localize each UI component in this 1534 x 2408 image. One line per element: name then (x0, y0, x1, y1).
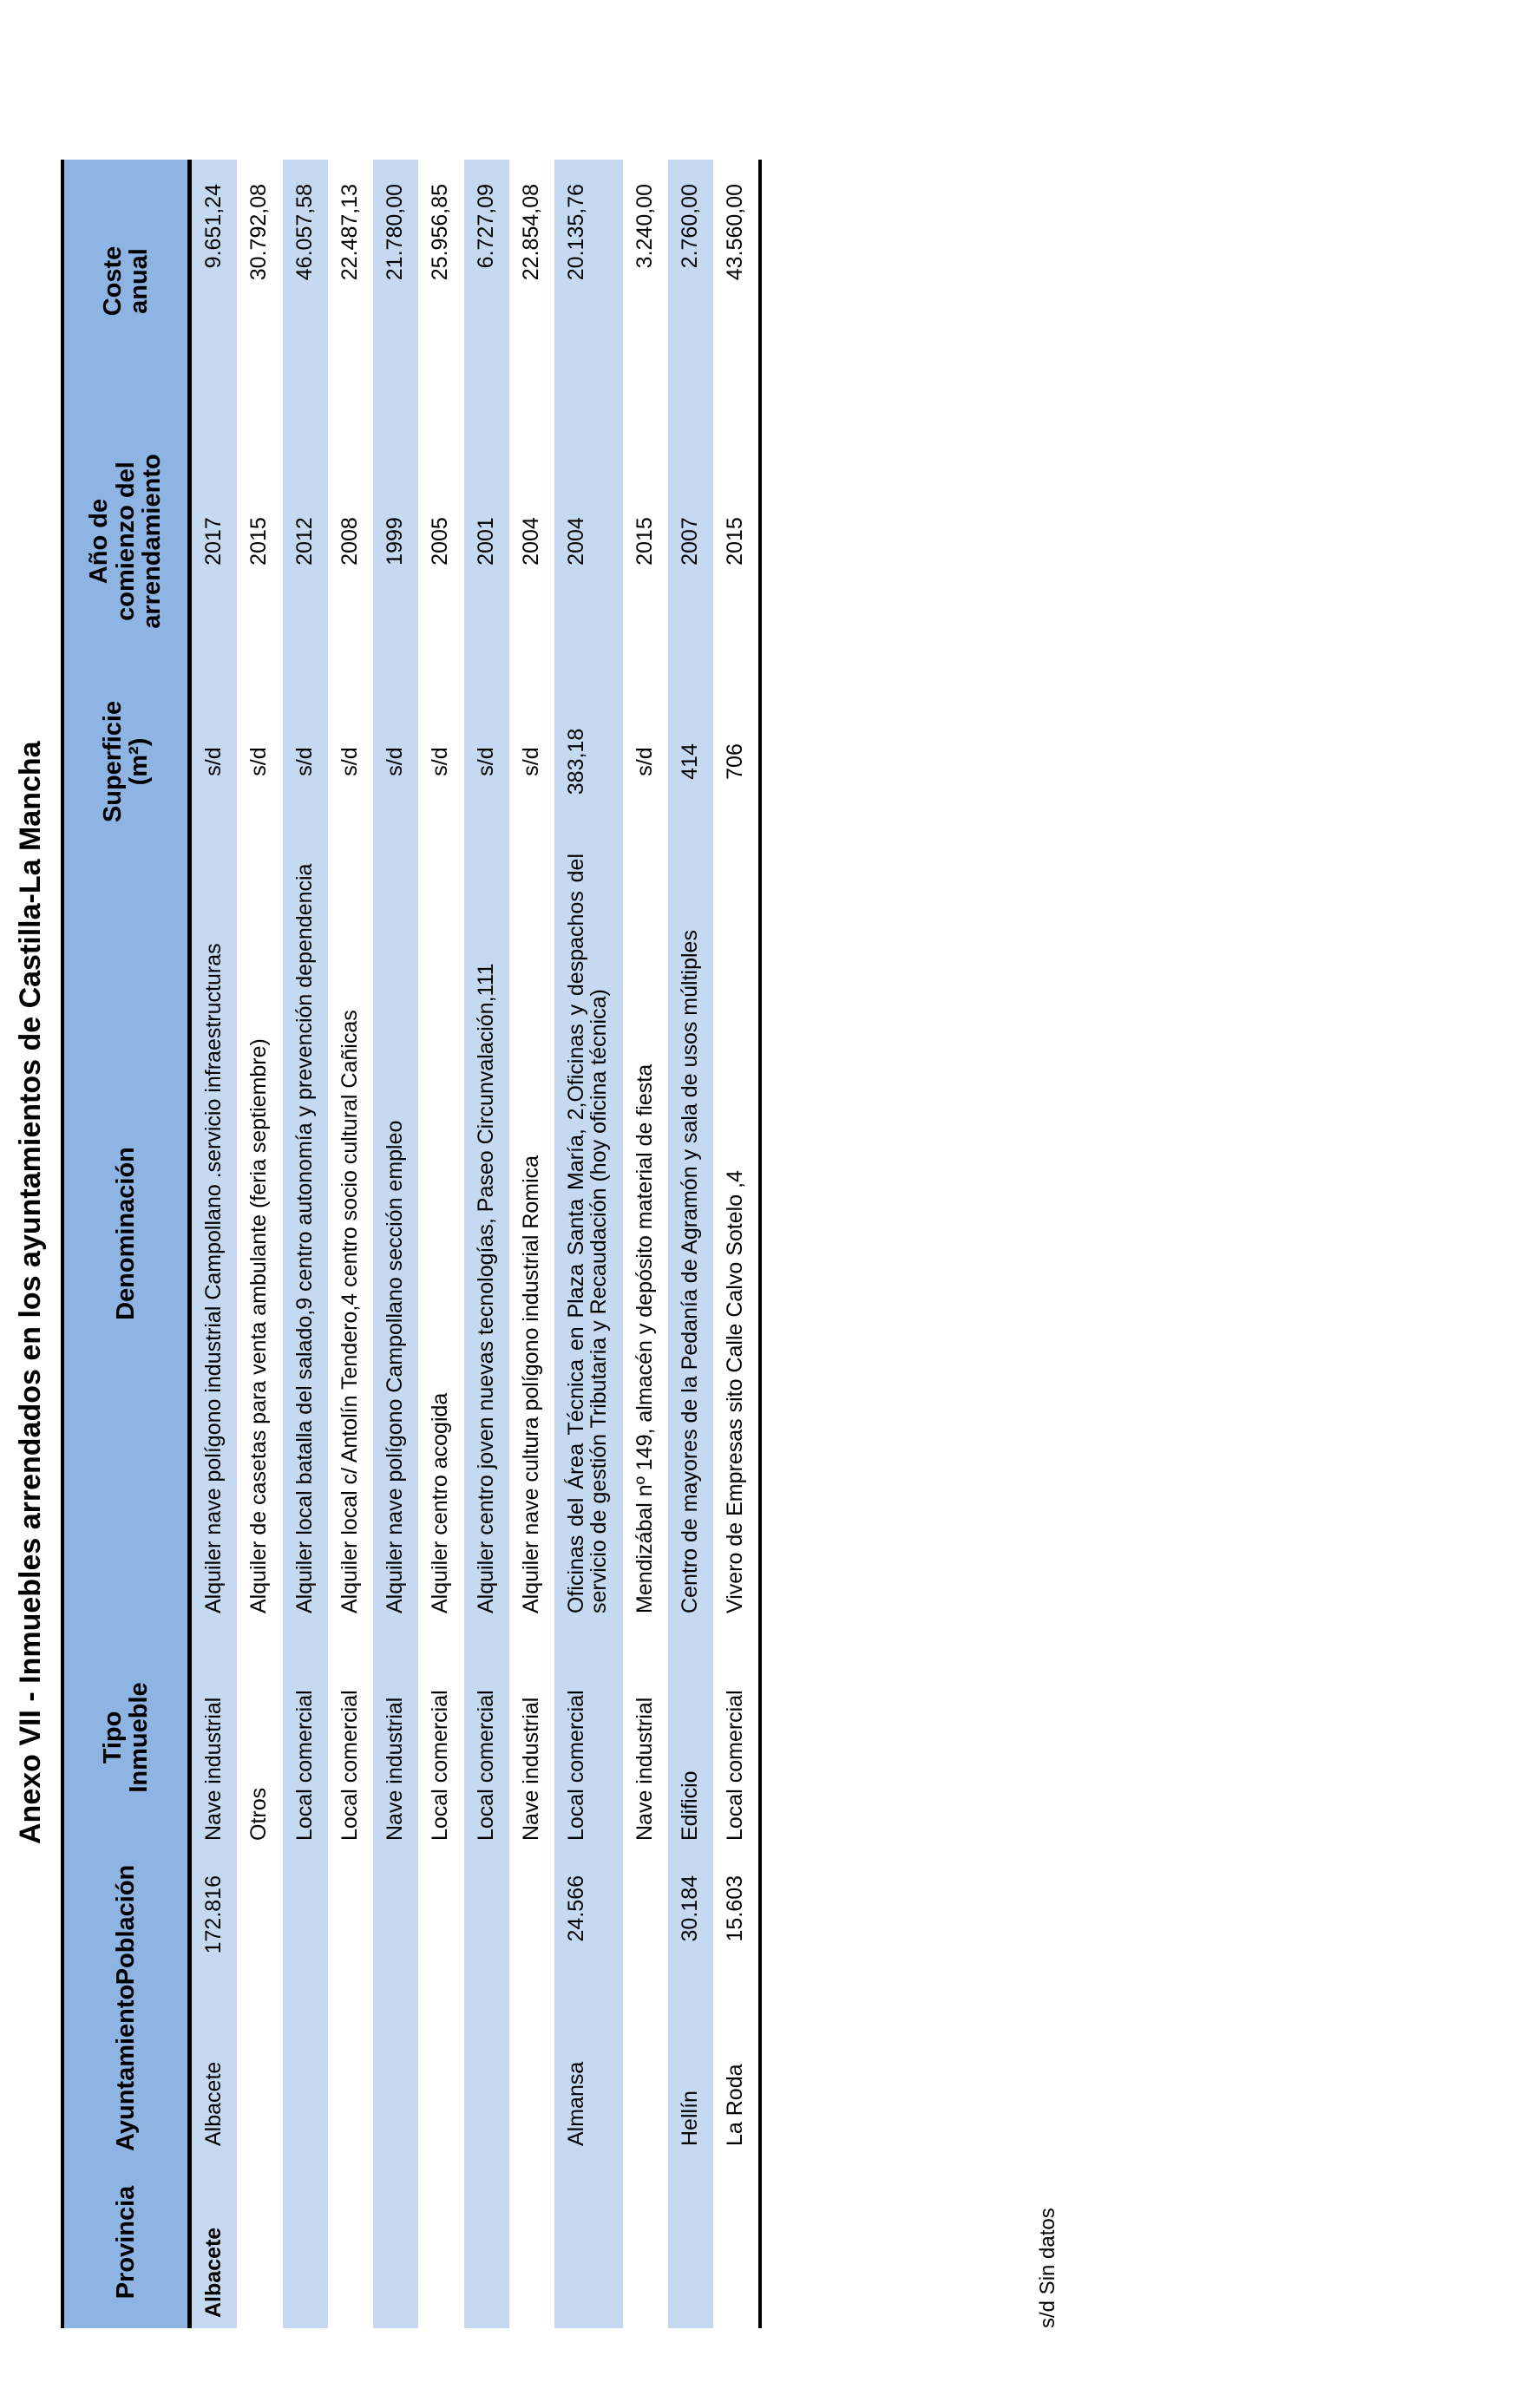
header-ayuntamiento: Ayuntamiento (62, 1999, 190, 2156)
cell-superficie: 383,18 (554, 680, 623, 843)
cell-provincia: Albacete (190, 2156, 238, 2328)
cell-poblacion (509, 1851, 554, 1999)
table-row (237, 160, 282, 2328)
cell-coste: 22.854,08 (518, 184, 543, 281)
cell-superficie: s/d (518, 747, 543, 776)
cell-ano: 2007 (668, 402, 713, 680)
header-superficie: Superficie (m²) (62, 680, 190, 843)
cell-tipo: Nave industrial (632, 1697, 657, 1841)
cell-tipo: Otros (246, 1787, 272, 1841)
cell-coste: 6.727,09 (464, 160, 509, 402)
header-provincia: Provincia (62, 2156, 190, 2328)
cell-ayuntamiento (464, 1999, 509, 2156)
cell-poblacion (328, 1851, 373, 1999)
cell-superficie: 706 (723, 743, 747, 780)
cell-ayuntamiento: Almansa (554, 1999, 623, 2156)
cell-ano: 2005 (428, 517, 453, 566)
cell-poblacion (237, 1851, 282, 1999)
cell-ayuntamiento (328, 1999, 373, 2156)
cell-superficie: s/d (190, 680, 238, 843)
cell-provincia (328, 2156, 373, 2328)
cell-poblacion: 15.603 (723, 1875, 747, 1942)
cell-poblacion (418, 1851, 463, 1999)
cell-poblacion: 30.184 (668, 1851, 713, 1999)
header-coste-anual: Coste anual (62, 160, 190, 402)
cell-ayuntamiento: Albacete (190, 1999, 238, 2156)
cell-tipo: Edificio (668, 1624, 713, 1851)
cell-denominacion: Vivero de Empresas sito Calle Calvo Sotelo ,4 (723, 1170, 747, 1613)
cell-ayuntamiento (283, 1999, 328, 2156)
cell-poblacion (623, 1851, 668, 1999)
cell-superficie: s/d (246, 747, 272, 776)
cell-ayuntamiento (509, 1999, 554, 2156)
cell-superficie: s/d (283, 680, 328, 843)
cell-coste: 43.560,00 (723, 184, 747, 281)
cell-provincia (623, 2156, 668, 2328)
cell-provincia (464, 2156, 509, 2328)
cell-provincia (668, 2156, 713, 2328)
cell-superficie: s/d (337, 747, 362, 776)
cell-coste: 20.135,76 (554, 160, 623, 402)
cell-superficie: 414 (668, 680, 713, 843)
table-row (509, 160, 554, 2328)
cell-coste: 25.956,85 (428, 184, 453, 281)
cell-tipo: Nave industrial (373, 1624, 418, 1851)
cell-ayuntamiento (237, 1999, 282, 2156)
cell-provincia (283, 2156, 328, 2328)
cell-denominacion: Centro de mayores de la Pedanía de Agramón y sala de usos múltiples (668, 843, 713, 1624)
cell-denominacion: Alquiler centro joven nuevas tecnologías, Paseo Circunvalación,111 (464, 843, 509, 1624)
cell-poblacion (373, 1851, 418, 1999)
table-row (418, 160, 463, 2328)
cell-ayuntamiento (623, 1999, 668, 2156)
cell-provincia (418, 2156, 463, 2328)
header-ano-comienzo: Año de comienzo del arrendamiento (62, 402, 190, 680)
cell-poblacion: 172.816 (190, 1851, 238, 1999)
cell-ayuntamiento: Hellín (668, 1999, 713, 2156)
cell-ano: 2015 (632, 517, 657, 566)
cell-denominacion: Oficinas del Área Técnica en Plaza Santa María, 2,Oficinas y despachos del servicio de gestión Tributaria y Recaudación (hoy oficina técnica) (554, 843, 623, 1624)
cell-denominacion: Alquiler local batalla del salado,9 centro autonomía y prevención dependencia (283, 843, 328, 1624)
cell-coste: 22.487,13 (337, 184, 362, 281)
cell-denominacion: Alquiler de casetas para venta ambulante (feria septiembre) (246, 1038, 272, 1613)
cell-ayuntamiento: La Roda (723, 2064, 747, 2146)
cell-superficie: s/d (464, 680, 509, 843)
cell-provincia (554, 2156, 623, 2328)
table-row (283, 160, 328, 2328)
cell-tipo: Local comercial (428, 1690, 453, 1841)
cell-ano: 1999 (373, 402, 418, 680)
table-row (554, 160, 623, 2328)
cell-provincia (373, 2156, 418, 2328)
cell-tipo: Nave industrial (518, 1697, 543, 1841)
cell-denominacion: Alquiler local c/ Antolín Tendero,4 centro socio cultural Cañicas (337, 1010, 362, 1613)
table-row (190, 160, 238, 2328)
cell-superficie: s/d (632, 747, 657, 776)
cell-ano: 2004 (518, 517, 543, 566)
header-denominacion: Denominación (62, 843, 190, 1624)
cell-denominacion: Mendizábal nº 149, almacén y depósito material de fiesta (632, 1063, 657, 1613)
cell-coste: 46.057,58 (283, 160, 328, 402)
cell-coste: 2.760,00 (668, 160, 713, 402)
cell-denominacion: Alquiler nave polígono industrial Campollano .servicio infraestructuras (190, 843, 238, 1624)
table-row (328, 160, 373, 2328)
cell-tipo: Local comercial (337, 1690, 362, 1841)
cell-ano: 2008 (337, 517, 362, 566)
table-row (713, 160, 760, 2328)
cell-denominacion: Alquiler nave cultura polígono industrial Romica (518, 1155, 543, 1613)
cell-coste: 30.792,08 (246, 184, 272, 281)
table-row (668, 160, 713, 2328)
cell-provincia (237, 2156, 282, 2328)
cell-ano: 2004 (554, 402, 623, 680)
table-row (464, 160, 509, 2328)
cell-poblacion: 24.566 (554, 1851, 623, 1999)
table-row (373, 160, 418, 2328)
cell-superficie: s/d (373, 680, 418, 843)
header-tipo-inmueble: Tipo Inmueble (62, 1624, 190, 1851)
cell-poblacion (464, 1851, 509, 1999)
cell-tipo: Local comercial (283, 1624, 328, 1851)
footnote: s/d Sin datos (1036, 2208, 1059, 2328)
page-title: Anexo VII - Inmuebles arrendados en los ayuntamientos de Castilla-La Mancha (14, 741, 47, 1844)
cell-ayuntamiento (373, 1999, 418, 2156)
cell-tipo: Local comercial (464, 1624, 509, 1851)
cell-poblacion (283, 1851, 328, 1999)
cell-provincia (713, 2156, 760, 2328)
cell-ano: 2015 (246, 517, 272, 566)
cell-coste: 9.651,24 (190, 160, 238, 402)
cell-provincia (509, 2156, 554, 2328)
cell-ayuntamiento (418, 1999, 463, 2156)
leased-properties-table (61, 160, 762, 2328)
table-header-row (62, 160, 190, 2328)
cell-ano: 2017 (190, 402, 238, 680)
cell-denominacion: Alquiler nave polígono Campollano sección empleo (373, 843, 418, 1624)
cell-ano: 2001 (464, 402, 509, 680)
cell-superficie: s/d (428, 747, 453, 776)
cell-ano: 2015 (723, 517, 747, 566)
table-row (623, 160, 668, 2328)
cell-tipo: Nave industrial (190, 1624, 238, 1851)
cell-coste: 3.240,00 (632, 184, 657, 269)
cell-tipo: Local comercial (554, 1624, 623, 1851)
cell-coste: 21.780,00 (373, 160, 418, 402)
cell-tipo: Local comercial (723, 1690, 747, 1841)
cell-ano: 2012 (283, 402, 328, 680)
header-poblacion: Población (62, 1851, 190, 1999)
cell-denominacion: Alquiler centro acogida (428, 1392, 453, 1613)
